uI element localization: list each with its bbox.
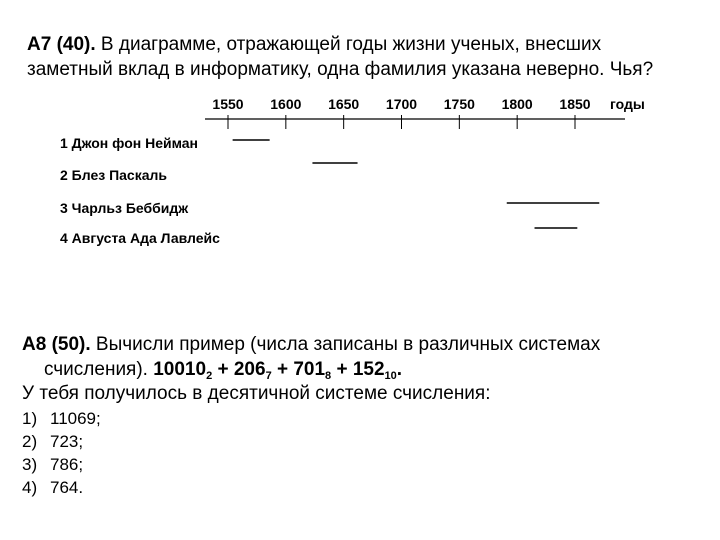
year-label: 1700 [385, 96, 418, 112]
plus-1: + [212, 359, 234, 380]
answer-option-2-num: 2) [22, 432, 38, 451]
question-a8-prefix: счисления). [44, 359, 154, 380]
answer-option-2[interactable] [22, 431, 83, 453]
person-label: 3 Чарльз Беббидж [60, 200, 189, 216]
answer-option-1-text: 11069; [50, 409, 101, 428]
question-a8-label: А8 (50). [22, 334, 91, 355]
plus-2: + [271, 359, 294, 380]
year-label: 1750 [443, 96, 475, 112]
year-label: 1550 [212, 96, 244, 112]
answer-option-3-num: 3) [22, 455, 38, 474]
person-label: 1 Джон фон Нейман [60, 135, 199, 151]
year-label: 1800 [501, 96, 533, 112]
timeline-people [60, 135, 599, 246]
question-a8-text1: Вычисли пример (числа записаны в различных системах [90, 334, 601, 355]
term-3: 701 [293, 359, 326, 380]
question-a7-line2: заметный вклад в информатику, одна фамилия указана неверно. Чья? [27, 59, 654, 80]
term-4: 152 [352, 359, 385, 380]
term-1: 10010 [153, 359, 207, 380]
answer-option-3-text: 786; [50, 455, 84, 474]
answer-option-3[interactable] [22, 454, 83, 476]
question-a7-label: А7 (40). [27, 34, 96, 55]
year-label: 1650 [328, 96, 360, 112]
term-4-base: 10 [384, 370, 397, 382]
answer-option-1[interactable] [22, 408, 101, 430]
answer-option-1-num: 1) [22, 409, 38, 428]
term-1-base: 2 [206, 370, 213, 382]
answer-option-2-text: 723; [50, 432, 84, 451]
question-a8-line3: У тебя получилось в десятичной системе счисления: [22, 383, 491, 404]
term-2-base: 7 [265, 370, 272, 382]
year-label: 1850 [559, 96, 591, 112]
year-label: 1600 [270, 96, 302, 112]
expression-end: . [396, 359, 403, 380]
question-a8 [22, 332, 702, 357]
person-label: 2 Блез Паскаль [60, 167, 168, 183]
term-2: 206 [233, 359, 266, 380]
term-3-base: 8 [325, 370, 332, 382]
question-a7-text1: В диаграмме, отражающей годы жизни ученых, внесших [95, 34, 602, 55]
answer-option-4-num: 4) [22, 478, 38, 497]
person-label: 4 Августа Ада Лавлейс [60, 230, 220, 246]
answer-option-4[interactable] [22, 477, 83, 499]
axis-unit-label: годы [610, 96, 645, 112]
answer-option-4-text: 764. [50, 478, 84, 497]
timeline-axis [205, 96, 645, 129]
plus-3: + [331, 359, 353, 380]
expression [153, 359, 402, 380]
